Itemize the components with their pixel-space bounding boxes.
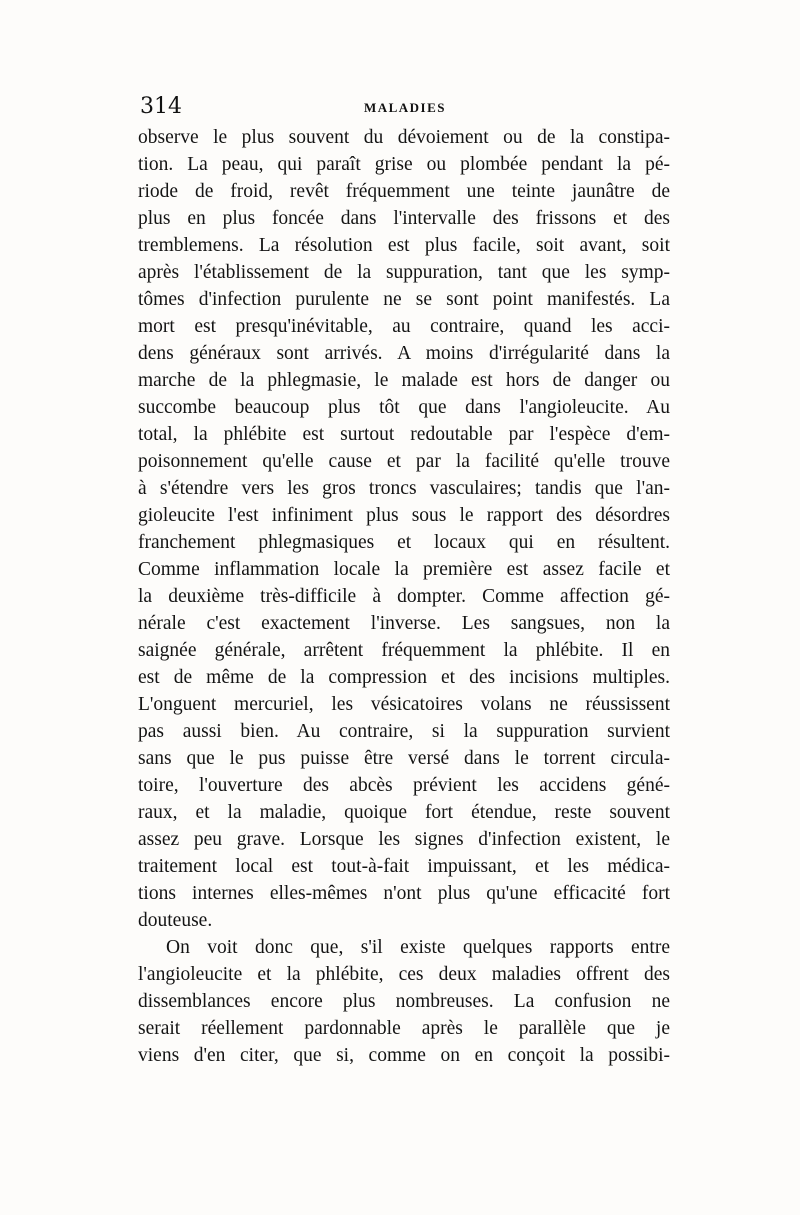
body-text — [138, 124, 670, 1069]
text-line: L'onguent mercuriel, les vésicatoires volans ne réussissent — [138, 694, 670, 715]
text-line: après l'établissement de la suppuration, tant que les symp- — [138, 262, 670, 283]
text-line: dissemblances encore plus nombreuses. La confusion ne — [138, 991, 670, 1012]
text-line: l'angioleucite et la phlébite, ces deux maladies offrent des — [138, 964, 670, 985]
text-line: à s'étendre vers les gros troncs vasculaires; tandis que l'an- — [138, 478, 670, 499]
text-line: toire, l'ouverture des abcès prévient les accidens géné- — [138, 775, 670, 796]
page-header — [140, 94, 670, 124]
text-line: saignée générale, arrêtent fréquemment la phlébite. Il en — [138, 640, 670, 661]
text-line: viens d'en citer, que si, comme on en conçoit la possibi- — [138, 1045, 670, 1066]
text-line: mort est presqu'inévitable, au contraire, quand les acci- — [138, 316, 670, 337]
page-number: 314 — [140, 94, 182, 119]
text-line: nérale c'est exactement l'inverse. Les sangsues, non la — [138, 613, 670, 634]
text-line: tômes d'infection purulente ne se sont point manifestés. La — [138, 289, 670, 310]
text-line: assez peu grave. Lorsque les signes d'infection existent, le — [138, 829, 670, 850]
text-line: poisonnement qu'elle cause et par la facilité qu'elle trouve — [138, 451, 670, 472]
text-line: raux, et la maladie, quoique fort étendue, reste souvent — [138, 802, 670, 823]
text-line: est de même de la compression et des incisions multiples. — [138, 667, 670, 688]
text-line: gioleucite l'est infiniment plus sous le rapport des désordres — [138, 505, 670, 526]
running-head: MALADIES — [363, 100, 447, 115]
text-line: riode de froid, revêt fréquemment une teinte jaunâtre de — [138, 181, 670, 202]
text-line: tions internes elles-mêmes n'ont plus qu'une efficacité fort — [138, 883, 670, 904]
text-line: tion. La peau, qui paraît grise ou plombée pendant la pé- — [138, 154, 670, 175]
text-line: pas aussi bien. Au contraire, si la suppuration survient — [138, 721, 670, 742]
text-line: la deuxième très-difficile à dompter. Comme affection gé- — [138, 586, 670, 607]
text-line: marche de la phlegmasie, le malade est hors de danger ou — [138, 370, 670, 391]
text-line: Comme inflammation locale la première est assez facile et — [138, 559, 670, 580]
paragraph-start-line: On voit donc que, s'il existe quelques rapports entre — [166, 937, 670, 958]
text-line: traitement local est tout-à-fait impuissant, et les médica- — [138, 856, 670, 877]
text-line: sans que le pus puisse être versé dans le torrent circula- — [138, 748, 670, 769]
text-line: dens généraux sont arrivés. A moins d'irrégularité dans la — [138, 343, 670, 364]
text-line: observe le plus souvent du dévoiement ou de la constipa- — [138, 127, 670, 148]
text-line: tremblemens. La résolution est plus facile, soit avant, soit — [138, 235, 670, 256]
text-line: total, la phlébite est surtout redoutable par l'espèce d'em- — [138, 424, 670, 445]
text-line: plus en plus foncée dans l'intervalle des frissons et des — [138, 208, 670, 229]
text-line: franchement phlegmasiques et locaux qui en résultent. — [138, 532, 670, 553]
text-line: serait réellement pardonnable après le parallèle que je — [138, 1018, 670, 1039]
paragraph-end-line: douteuse. — [138, 910, 213, 931]
text-line: succombe beaucoup plus tôt que dans l'angioleucite. Au — [138, 397, 670, 418]
